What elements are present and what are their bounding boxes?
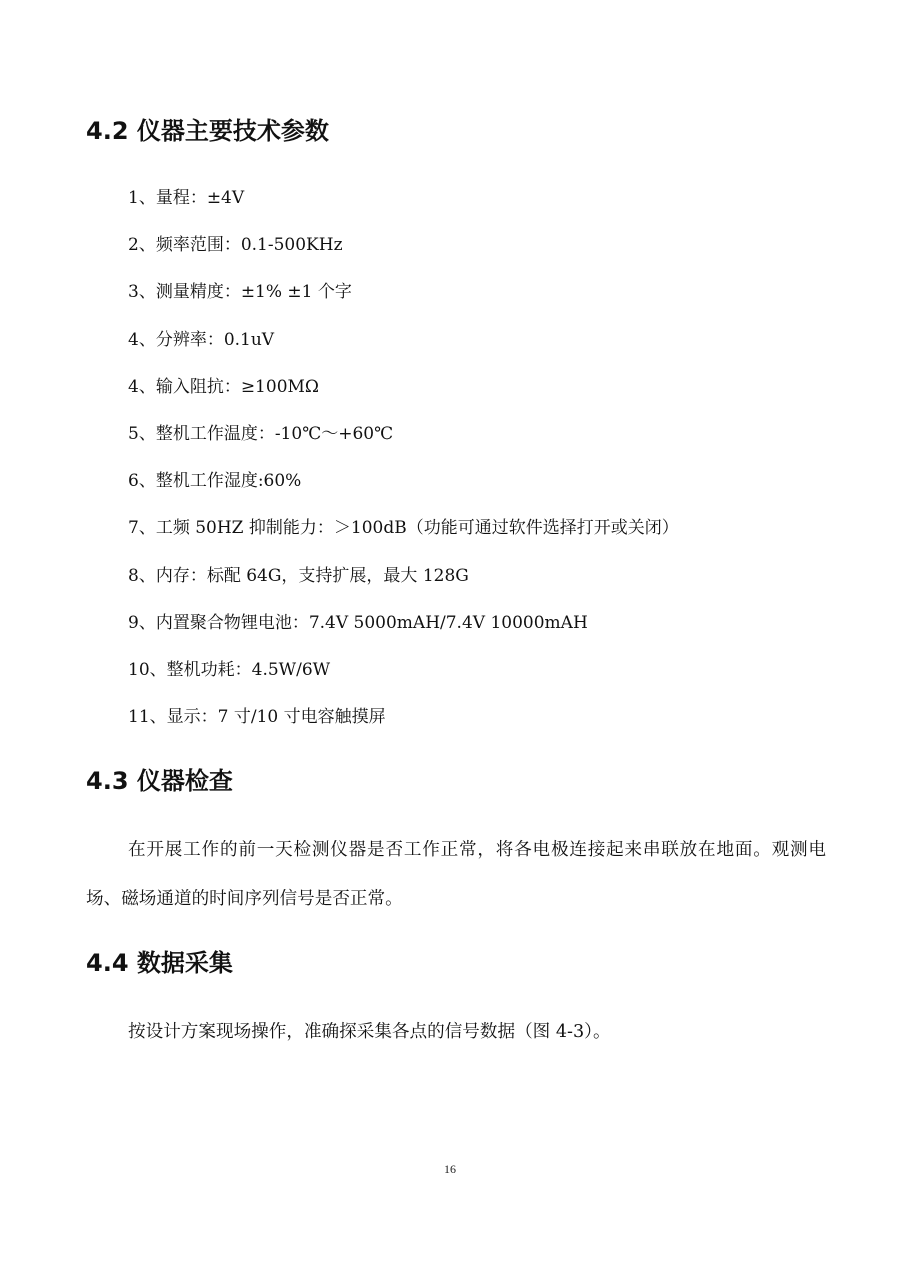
parameter-frequency-range: 2、频率范围：0.1-500KHz (128, 235, 343, 256)
section-4-3-paragraph: 在开展工作的前一天检测仪器是否工作正常，将各电极连接起来串联放在地面。观测电场、磁场通道的时间序列信号是否正常。 (86, 840, 826, 909)
parameter-resolution: 4、分辨率：0.1uV (128, 329, 275, 350)
parameter-memory: 8、内存：标配 64G，支持扩展，最大 128G (128, 565, 469, 586)
section-4-3-heading: 4.3 仪器检查 (86, 767, 233, 795)
parameter-50hz-rejection: 7、工频 50HZ 抑制能力：＞100dB（功能可通过软件选择打开或关闭） (128, 518, 679, 539)
parameter-display: 11、显示：7 寸/10 寸电容触摸屏 (128, 707, 386, 728)
parameter-range: 1、量程：±4V (128, 188, 245, 208)
parameter-operating-temperature: 5、整机工作温度：-10℃～+60℃ (128, 423, 394, 444)
section-4-2-heading: 4.2 仪器主要技术参数 (86, 117, 329, 145)
parameter-battery: 9、内置聚合物锂电池：7.4V 5000mAH/7.4V 10000mAH (128, 612, 588, 633)
page-number: 16 (444, 1162, 456, 1176)
section-4-4-heading: 4.4 数据采集 (86, 949, 233, 977)
parameter-input-impedance: 4、输入阻抗：≥100MΩ (128, 376, 320, 397)
parameter-power-consumption: 10、整机功耗：4.5W/6W (128, 659, 331, 680)
section-4-4-paragraph: 按设计方案现场操作，准确探采集各点的信号数据（图 4-3）。 (128, 1022, 611, 1042)
parameter-list (128, 180, 679, 746)
parameter-operating-humidity: 6、整机工作湿度:60% (128, 471, 302, 492)
parameter-accuracy: 3、测量精度：±1% ±1 个字 (128, 282, 352, 303)
